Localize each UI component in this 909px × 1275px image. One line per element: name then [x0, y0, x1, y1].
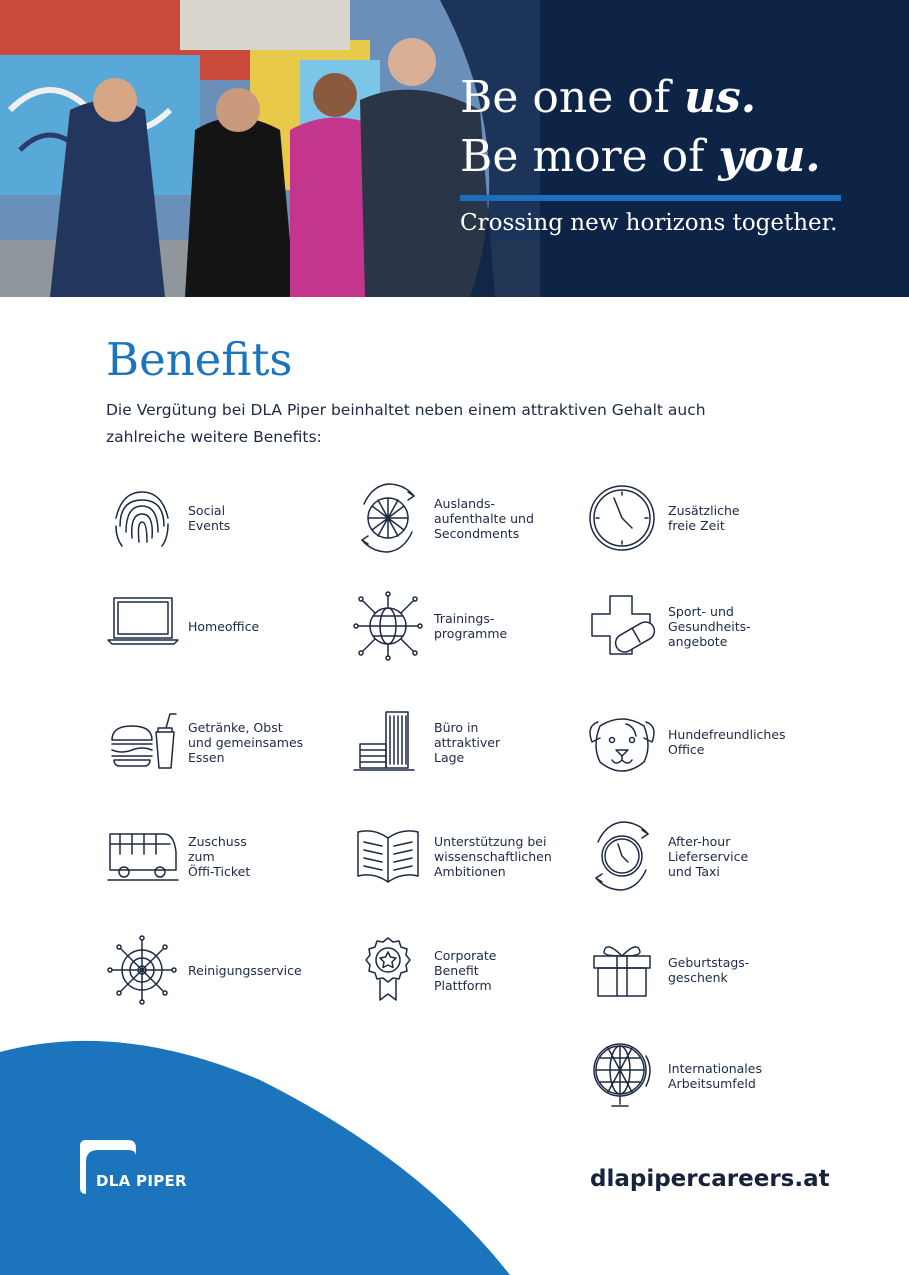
- benefit-label: After-hour Lieferservice und Taxi: [668, 833, 749, 879]
- intro-text: Die Vergütung bei DLA Piper beinhaltet neben einem attraktiven Gehalt auch zahlreiche weitere Benefits:: [106, 401, 706, 446]
- dog-icon: [586, 706, 658, 778]
- hero-headline-block: [460, 68, 900, 186]
- benefit-label: Trainings- programme: [434, 611, 508, 641]
- careers-url[interactable]: dlapipercareers.at: [590, 1166, 830, 1192]
- benefit-label: Zuschuss zum Öffi-Ticket: [188, 833, 251, 879]
- benefit-label: Büro in attraktiver Lage: [434, 719, 501, 765]
- benefit-label: Social Events: [188, 503, 231, 533]
- food-drink-icon: [106, 706, 178, 778]
- ship-wheel-icon: [106, 934, 178, 1006]
- headline-emph-2: you.: [718, 131, 821, 182]
- hero-tagline: Crossing new horizons together.: [460, 210, 838, 236]
- hero-banner: [0, 0, 909, 297]
- hero-divider: [460, 195, 841, 201]
- network-globe-icon: [352, 590, 424, 662]
- hero-headline-line-2: [460, 127, 900, 186]
- headline-plain-1: Be one of: [460, 72, 684, 123]
- benefit-label: Zusätzliche freie Zeit: [668, 503, 740, 533]
- headline-plain-2: Be more of: [460, 131, 719, 182]
- bus-icon: [106, 820, 178, 892]
- benefit-label: Geburtstags- geschenk: [668, 955, 750, 985]
- award-badge-icon: [352, 934, 424, 1006]
- fingerprint-icon: [106, 482, 178, 554]
- benefit-label: Internationales Arbeitsumfeld: [668, 1061, 762, 1091]
- benefit-label: Sport- und Gesundheits- angebote: [668, 603, 751, 649]
- clock-cycle-icon: [586, 820, 658, 892]
- benefit-label: Hundefreundliches Office: [668, 727, 786, 757]
- benefit-label: Homeoffice: [188, 618, 260, 634]
- clock-icon: [586, 482, 658, 554]
- office-building-icon: [352, 706, 424, 778]
- page-title: Benefits: [106, 333, 293, 386]
- benefit-label: Corporate Benefit Plattform: [434, 947, 497, 993]
- gift-icon: [586, 934, 658, 1006]
- benefit-label: Unterstützung bei wissenschaftlichen Ambitionen: [434, 833, 552, 879]
- logo-text: DLA PIPER: [96, 1172, 187, 1190]
- laptop-icon: [106, 590, 178, 662]
- health-cross-icon: [586, 590, 658, 662]
- hero-headline-line-1: [460, 68, 900, 127]
- benefit-label: Auslands- aufenthalte und Secondments: [434, 495, 534, 541]
- benefit-label: Getränke, Obst und gemeinsames Essen: [188, 719, 304, 765]
- book-icon: [352, 820, 424, 892]
- benefit-label: Reinigungsservice: [188, 962, 302, 978]
- globe-cycle-icon: [352, 482, 424, 554]
- headline-emph-1: us.: [683, 72, 757, 123]
